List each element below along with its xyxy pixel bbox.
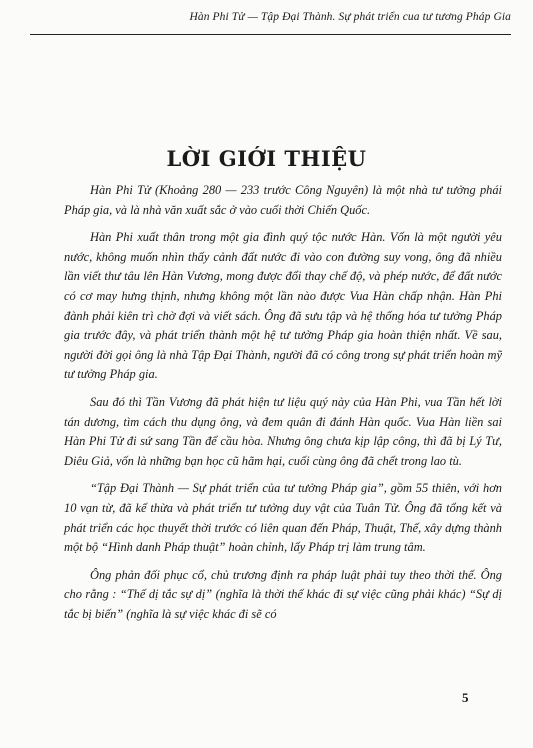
paragraph: Hàn Phi Tử (Khoảng 280 — 233 trước Công Nguyên) là một nhà tư tưởng phái Pháp gia, và là nhà văn xuất sắc ở vào cuối thời Chiến Quốc. xyxy=(64,183,502,217)
paragraph: “Tập Đại Thành — Sự phát triển của tư tưởng Pháp gia”, gồm 55 thiên, với hơn 10 vạn từ, đã kế thừa và phát triển tư tưởng duy vật của Tuân Tử. Ông đã tổng kết và phát triển các học thuyết thời trước có liên quan đến Pháp, Thuật, Thế, xây dựng thành một bộ “Hình danh Pháp thuật” hoàn chỉnh, lấy Pháp trị làm trung tâm. xyxy=(64,481,502,555)
body-text xyxy=(64,181,502,632)
paragraph: Ông phản đối phục cổ, chủ trương định ra pháp luật phải tuy theo thời thế. Ông cho rằng : “Thế dị tắc sự dị” (nghĩa là thời thế khác đi sự việc cũng phải khác) “Sự dị tắc bị biến” (nghĩa là sự việc khác đi sẽ có xyxy=(64,567,502,621)
running-header: Hàn Phi Tử — Tập Đại Thành. Sự phát triển cua tư tương Pháp Gia xyxy=(189,11,511,23)
paragraph: Hàn Phi xuất thân trong một gia đình quý tộc nước Hàn. Vốn là một người yêu nước, không muốn nhìn thấy cảnh đất nước đi vào con đường suy vong, ông đã nhiều lần viết thư tâu lên Hàn Vương, mong được đổi thay chế độ, và phép nước, để đất nước có cơ may hưng thịnh, nhưng không một lần nào được Vua Hàn chấp nhận. Hàn Phi đành phải kiên trì chờ đợi và viết sách. Ông đã sưu tập và hệ thống hóa tư tưởng Pháp gia trước đây, và phát triển thành một hệ tư tưởng Pháp gia hoàn thiện nhất. Về sau, người đời gọi ông là nhà Tập Đại Thành, người đã có công trong sự phát triển hoàn mỹ tư tưởng Pháp gia. xyxy=(64,230,502,382)
page-number: 5 xyxy=(462,690,469,705)
paragraph: Sau đó thì Tần Vương đã phát hiện tư liệu quý này của Hàn Phi, vua Tần hết lời tán dương, tìm cách thu dụng ông, và đem quân đi đánh Hàn quốc. Vua Hàn liền sai Hàn Phi Tử đi sứ sang Tần để cầu hòa. Nhưng ông chưa kịp lập công, thì đã bị Lý Tư, Diêu Giả, vốn là những bạn học cũ hãm hại, cuối cùng ông đã chết trong lao tù. xyxy=(64,394,502,468)
header-rule xyxy=(30,34,511,35)
page-title: LỜI GIỚI THIỆU xyxy=(166,146,367,171)
